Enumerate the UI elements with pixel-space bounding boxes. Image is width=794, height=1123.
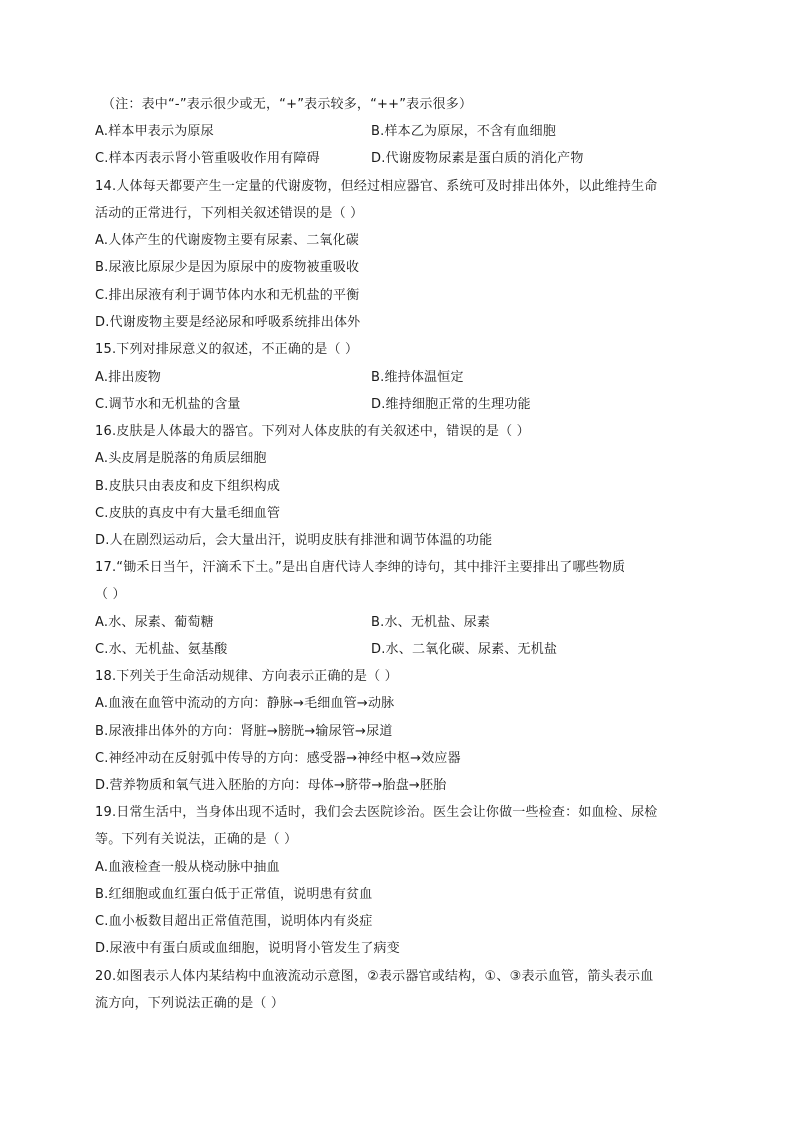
q14-option-c: C.排出尿液有利于调节体内水和无机盐的平衡 <box>95 288 360 303</box>
q17-stem-line1: 17.“锄禾日当午，汗滴禾下土。”是出自唐代诗人李绅的诗句，其中排汗主要排出了哪些物质 <box>95 560 626 575</box>
q16-option-a: A.头皮屑是脱落的角质层细胞 <box>95 451 267 466</box>
q19-option-c: C.血小板数目超出正常值范围，说明体内有炎症 <box>95 914 373 929</box>
q18-stem: 18.下列关于生命活动规律、方向表示正确的是（ ） <box>95 669 398 684</box>
q15-option-a: A.排出废物 <box>95 370 161 385</box>
q14-stem-line2: 活动的正常进行，下列相关叙述错误的是（ ） <box>95 206 364 221</box>
q15-option-c: C.调节水和无机盐的含量 <box>95 397 241 412</box>
q14-option-a: A.人体产生的代谢废物主要有尿素、二氧化碳 <box>95 233 359 248</box>
q16-option-c: C.皮肤的真皮中有大量毛细血管 <box>95 506 281 521</box>
q15-stem: 15.下列对排尿意义的叙述，不正确的是（ ） <box>95 342 359 357</box>
q16-option-d: D.人在剧烈运动后，会大量出汗，说明皮肤有排泄和调节体温的功能 <box>95 533 493 548</box>
q18-option-c: C.神经冲动在反射弧中传导的方向：感受器→神经中枢→效应器 <box>95 751 461 766</box>
q18-option-a: A.血液在血管中流动的方向：静脉→毛细血管→动脉 <box>95 696 395 711</box>
q13-option-c: C.样本丙表示肾小管重吸收作用有障碍 <box>95 151 320 166</box>
q19-option-a: A.血液检查一般从桡动脉中抽血 <box>95 860 280 875</box>
q20-stem-line2: 流方向，下列说法正确的是（ ） <box>95 996 285 1011</box>
q16-stem: 16.皮肤是人体最大的器官。下列对人体皮肤的有关叙述中，错误的是（ ） <box>95 424 530 439</box>
q14-option-d: D.代谢废物主要是经泌尿和呼吸系统排出体外 <box>95 315 361 330</box>
q14-stem-line1: 14.人体每天都要产生一定量的代谢废物，但经过相应器官、系统可及时排出体外，以此维持生命 <box>95 179 658 194</box>
q17-option-d: D.水、二氧化碳、尿素、无机盐 <box>371 642 558 657</box>
q16-option-b: B.皮肤只由表皮和皮下组织构成 <box>95 479 281 494</box>
q13-option-b: B.样本乙为原尿，不含有血细胞 <box>371 124 557 139</box>
q17-option-c: C.水、无机盐、氨基酸 <box>95 642 228 657</box>
q20-stem-line1: 20.如图表示人体内某结构中血液流动示意图，②表示器官或结构，①、③表示血管，箭头表示血 <box>95 969 654 984</box>
q15-option-d: D.维持细胞正常的生理功能 <box>371 397 531 412</box>
q17-option-a: A.水、尿素、葡萄糖 <box>95 615 214 630</box>
q14-option-b: B.尿液比原尿少是因为原尿中的废物被重吸收 <box>95 260 360 275</box>
table-note: （注：表中“-”表示很少或无，“+”表示较多，“++”表示很多） <box>102 97 473 112</box>
q18-option-b: B.尿液排出体外的方向：肾脏→膀胱→输尿管→尿道 <box>95 724 393 739</box>
q17-option-b: B.水、无机盐、尿素 <box>371 615 491 630</box>
q17-stem-line2: （ ） <box>95 587 126 602</box>
q19-option-b: B.红细胞或血红蛋白低于正常值，说明患有贫血 <box>95 887 373 902</box>
q13-option-d: D.代谢废物尿素是蛋白质的消化产物 <box>371 151 584 166</box>
q15-option-b: B.维持体温恒定 <box>371 370 464 385</box>
q19-stem-line2: 等。下列有关说法，正确的是（ ） <box>95 832 298 847</box>
q19-option-d: D.尿液中有蛋白质或血细胞，说明肾小管发生了病变 <box>95 941 400 956</box>
q13-option-a: A.样本甲表示为原尿 <box>95 124 214 139</box>
q19-stem-line1: 19.日常生活中，当身体出现不适时，我们会去医院诊治。医生会让你做一些检查：如血检、尿检 <box>95 805 658 820</box>
q18-option-d: D.营养物质和氧气进入胚胎的方向：母体→脐带→胎盘→胚胎 <box>95 778 447 793</box>
